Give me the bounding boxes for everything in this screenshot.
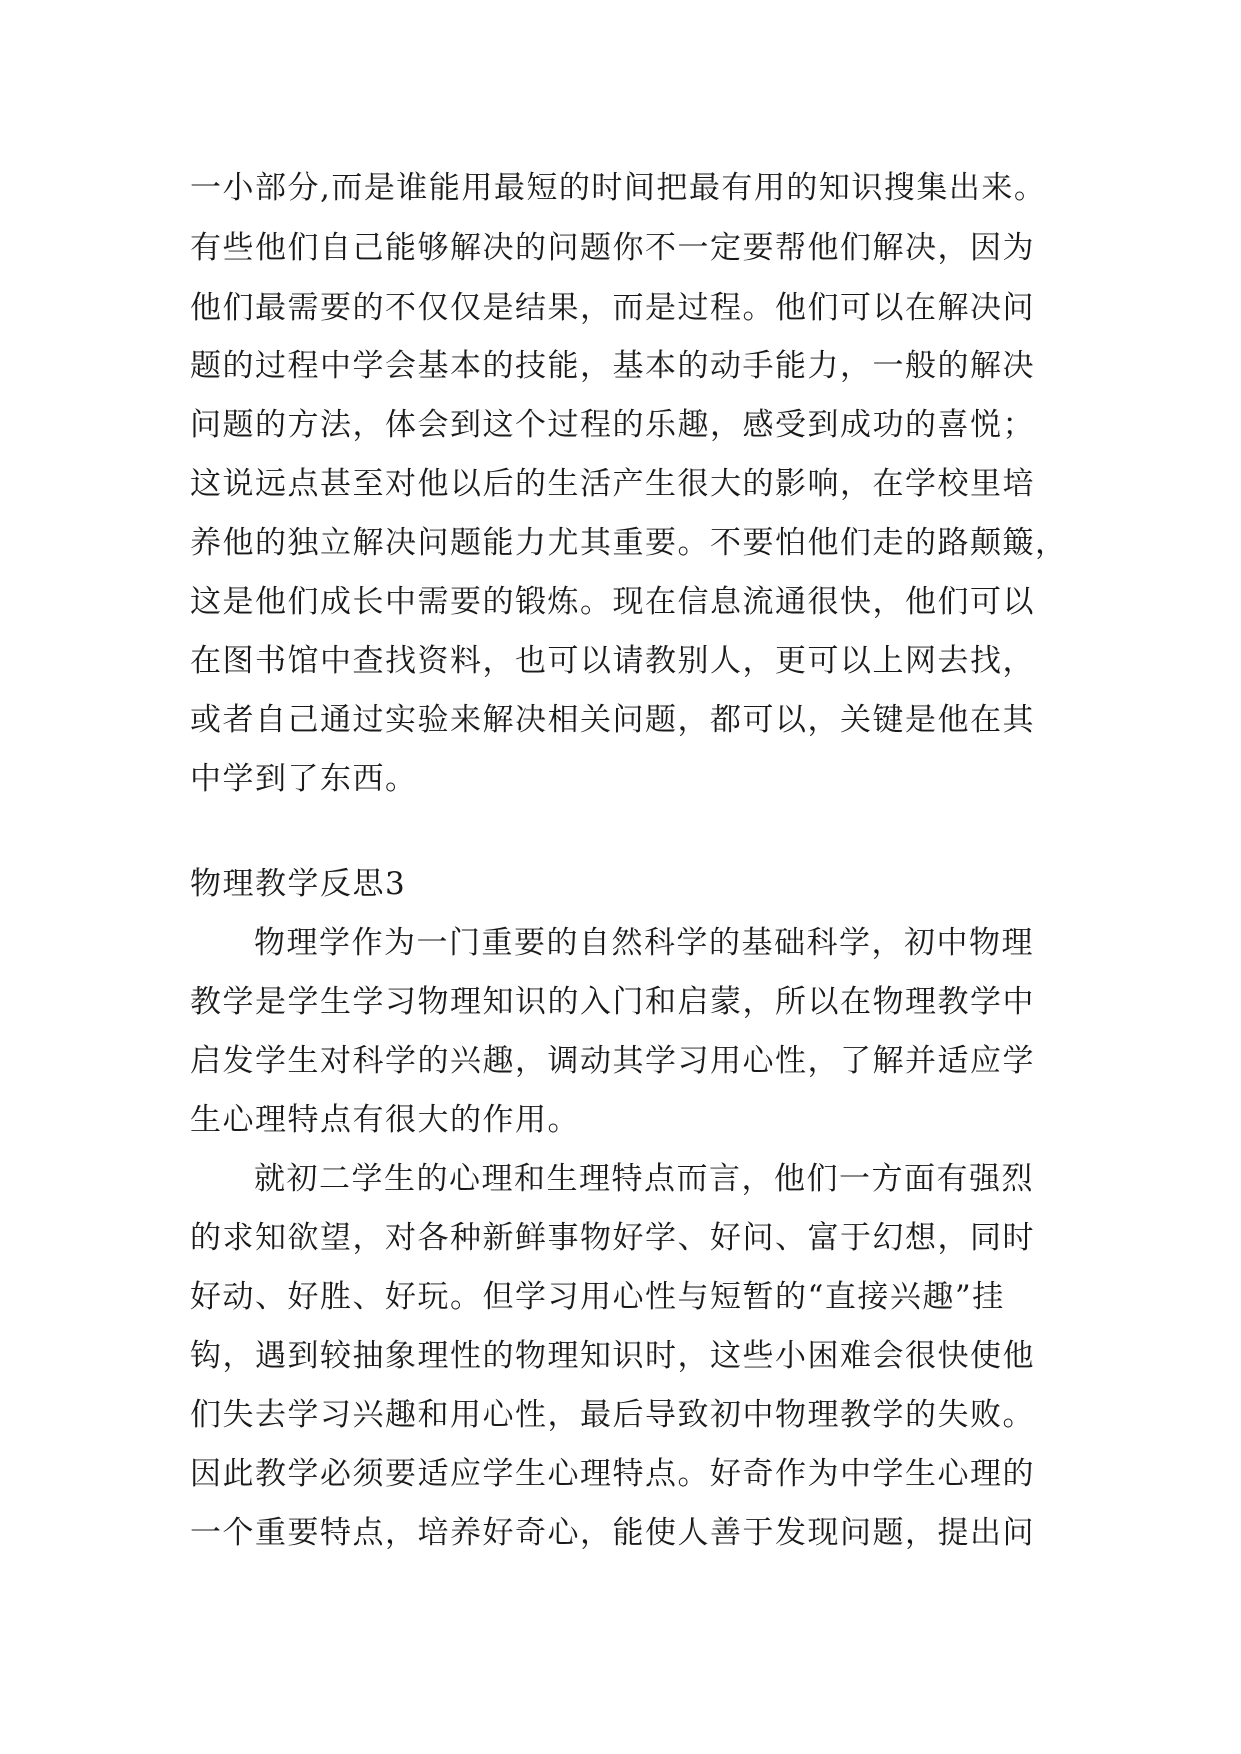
text-line: 题的过程中学会基本的技能，基本的动手能力，一般的解决	[190, 348, 1035, 384]
text-line: 一个重要特点，培养好奇心，能使人善于发现问题，提出问	[190, 1515, 1035, 1551]
text-line: 生心理特点有很大的作用。	[190, 1102, 580, 1138]
text-line: 中学到了东西。	[190, 761, 418, 797]
text-line: 他们最需要的不仅仅是结果，而是过程。他们可以在解决问	[190, 290, 1035, 326]
text-line: 启发学生对科学的兴趣，调动其学习用心性，了解并适应学	[190, 1043, 1035, 1079]
text-line: 在图书馆中查找资料，也可以请教别人，更可以上网去找，	[190, 643, 1035, 679]
text-line: 就初二学生的心理和生理特点而言，他们一方面有强烈	[254, 1161, 1034, 1197]
text-line: 这说远点甚至对他以后的生活产生很大的影响，在学校里培	[190, 466, 1035, 502]
text-line: 教学是学生学习物理知识的入门和启蒙，所以在物理教学中	[190, 984, 1035, 1020]
text-line: 问题的方法，体会到这个过程的乐趣，感受到成功的喜悦；	[190, 407, 1035, 443]
text-line: 这是他们成长中需要的锻炼。现在信息流通很快，他们可以	[190, 584, 1035, 620]
text-line: 养他的独立解决问题能力尤其重要。不要怕他们走的路颠簸，	[190, 525, 1068, 561]
text-line: 有些他们自己能够解决的问题你不一定要帮他们解决，因为	[190, 230, 1035, 266]
text-line: 们失去学习兴趣和用心性，最后导致初中物理教学的失败。	[190, 1397, 1035, 1433]
text-line: 好动、好胜、好玩。但学习用心性与短暂的“直接兴趣”挂	[190, 1279, 1005, 1315]
text-line: 因此教学必须要适应学生心理特点。好奇作为中学生心理的	[190, 1456, 1035, 1492]
text-line: 或者自己通过实验来解决相关问题，都可以，关键是他在其	[190, 702, 1035, 738]
text-line: 钩，遇到较抽象理性的物理知识时，这些小困难会很快使他	[190, 1338, 1035, 1374]
text-line: 一小部分,而是谁能用最短的时间把最有用的知识搜集出来。	[190, 170, 1047, 206]
text-line: 物理学作为一门重要的自然科学的基础科学，初中物理	[254, 925, 1034, 961]
text-line: 的求知欲望，对各种新鲜事物好学、好问、富于幻想，同时	[190, 1220, 1035, 1256]
section-heading: 物理教学反思3	[190, 866, 407, 902]
